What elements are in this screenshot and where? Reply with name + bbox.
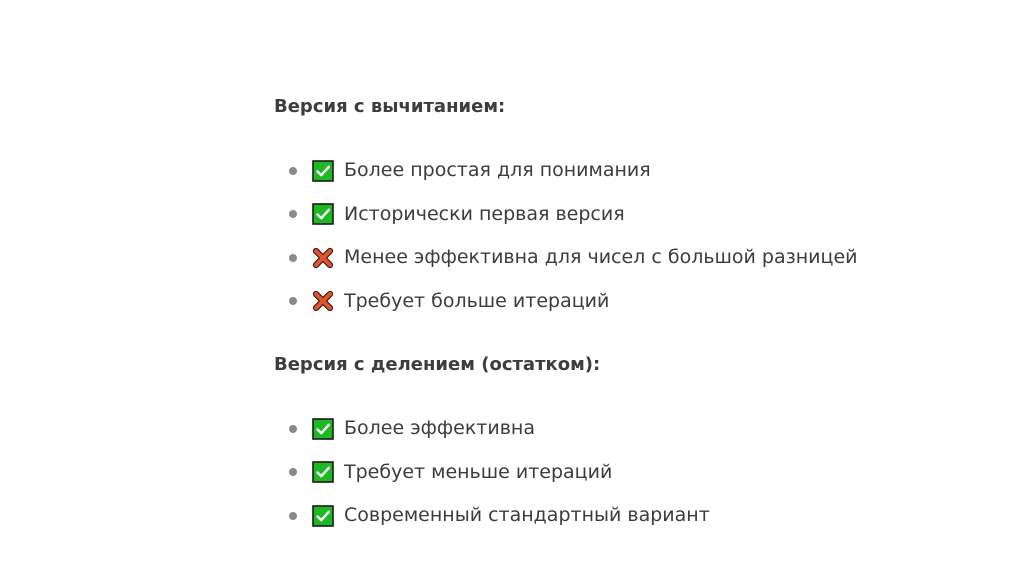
cross-mark-icon xyxy=(312,247,334,269)
list-item-label: Исторически первая версия xyxy=(344,202,625,225)
check-mark-icon xyxy=(312,505,334,527)
check-mark-icon xyxy=(312,418,334,440)
bullet-dot xyxy=(289,468,297,476)
list-item-label: Современный стандартный вариант xyxy=(344,504,710,526)
list-item xyxy=(274,149,974,193)
cross-mark-icon xyxy=(312,290,334,312)
bullet-dot xyxy=(289,210,297,218)
section-heading-subtraction: Версия с вычитанием: xyxy=(274,96,506,117)
list-item-label: Более эффективна xyxy=(344,417,535,439)
bullet-list-subtraction xyxy=(274,149,974,323)
check-mark-icon xyxy=(312,461,334,483)
check-mark-icon xyxy=(312,203,334,225)
list-item xyxy=(274,236,974,280)
bullet-dot xyxy=(289,297,297,305)
list-item xyxy=(274,193,974,237)
check-mark-icon xyxy=(312,160,334,182)
list-item-label: Требует меньше итераций xyxy=(344,460,613,483)
document-content xyxy=(274,93,974,538)
bullet-dot xyxy=(289,425,297,433)
bullet-list-division xyxy=(274,407,974,538)
list-item xyxy=(274,407,974,451)
list-item-label: Более простая для понимания xyxy=(344,159,651,181)
section-heading-division: Версия с делением (остатком): xyxy=(274,354,601,375)
list-item xyxy=(274,451,974,495)
bullet-dot xyxy=(289,512,297,520)
list-item-label: Требует больше итераций xyxy=(344,289,610,312)
bullet-dot xyxy=(289,254,297,262)
list-item-label: Менее эффективна для чисел с большой разницей xyxy=(344,246,858,268)
bullet-dot xyxy=(289,167,297,175)
list-item xyxy=(274,280,974,324)
list-item xyxy=(274,494,974,538)
